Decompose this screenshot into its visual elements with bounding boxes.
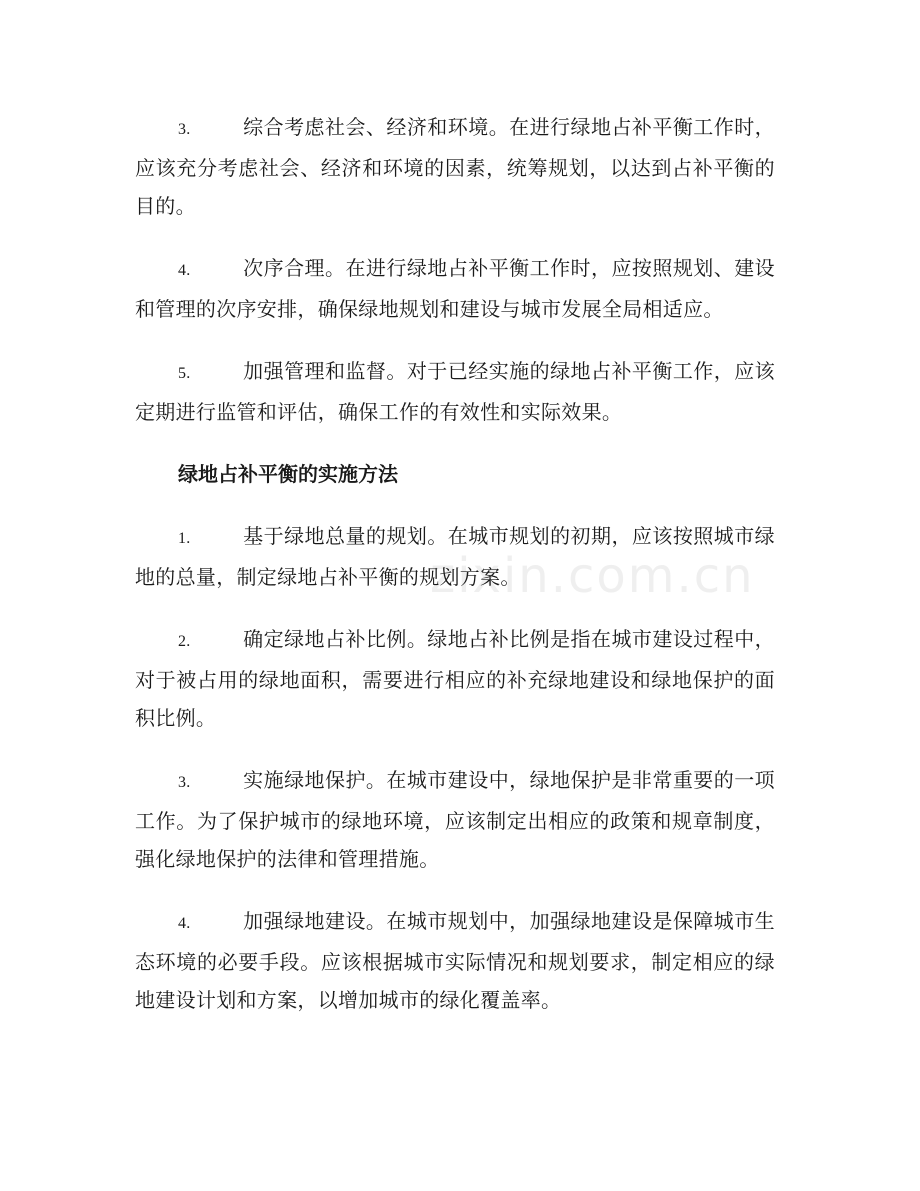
item-text: 综合考虑社会、经济和环境。在进行绿地占补平衡工作时，应该充分考虑社会、经济和环境的因素，统筹规划，以达到占补平衡的目的。 [135, 115, 775, 218]
item-number: 4. [178, 915, 191, 932]
item-text: 基于绿地总量的规划。在城市规划的初期，应该按照城市绿地的总量，制定绿地占补平衡的规划方案。 [135, 524, 775, 589]
list-item [135, 902, 775, 1019]
item-text: 确定绿地占补比例。绿地占补比例是指在城市建设过程中，对于被占用的绿地面积，需要进行相应的补充绿地建设和绿地保护的面积比例。 [135, 627, 775, 730]
document-body [135, 108, 775, 1043]
list-item [135, 352, 775, 431]
item-number: 3. [178, 774, 191, 791]
section-heading: 绿地占补平衡的实施方法 [178, 462, 398, 486]
item-number: 3. [178, 121, 191, 138]
item-number: 1. [178, 530, 191, 547]
item-text: 加强管理和监督。对于已经实施的绿地占补平衡工作，应该定期进行监管和评估，确保工作的有效性和实际效果。 [135, 359, 775, 424]
list-item [135, 761, 775, 878]
item-text: 加强绿地建设。在城市规划中，加强绿地建设是保障城市生态环境的必要手段。应该根据城市实际情况和规划要求，制定相应的绿地建设计划和方案，以增加城市的绿化覆盖率。 [135, 909, 775, 1012]
list-item [135, 517, 775, 596]
list-item [135, 620, 775, 737]
item-number: 4. [178, 262, 191, 279]
list-item [135, 108, 775, 225]
watermark: zixin.com.cn [430, 548, 755, 604]
item-text: 实施绿地保护。在城市建设中，绿地保护是非常重要的一项工作。为了保护城市的绿地环境，应该制定出相应的政策和规章制度，强化绿地保护的法律和管理措施。 [135, 768, 775, 871]
item-text: 次序合理。在进行绿地占补平衡工作时，应按照规划、建设和管理的次序安排，确保绿地规划和建设与城市发展全局相适应。 [135, 256, 775, 321]
item-number: 2. [178, 633, 191, 650]
item-number: 5. [178, 365, 191, 382]
list-item [135, 249, 775, 328]
